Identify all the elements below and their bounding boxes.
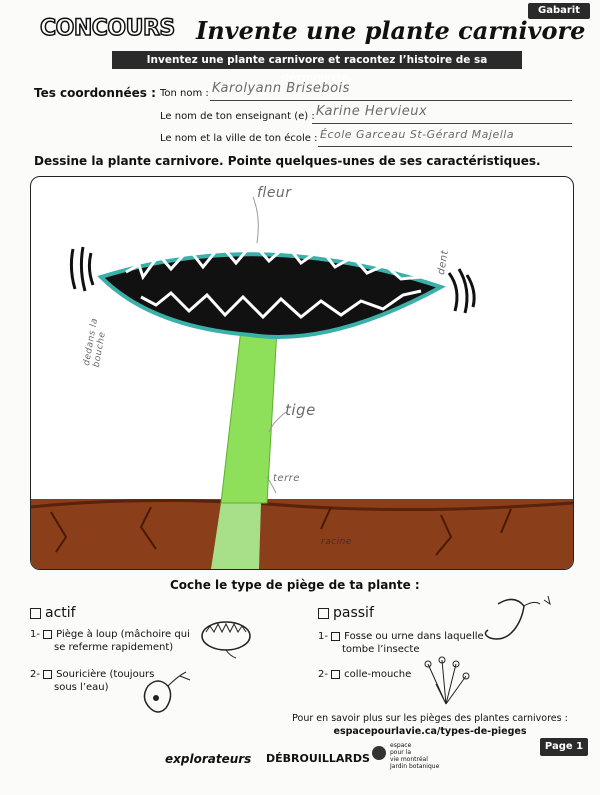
actif-item-1[interactable]: 1- Piège à loup (mâchoire qui se referme rapidement) bbox=[30, 629, 190, 653]
contest-subtitle-title: Invente une plante carnivore bbox=[196, 16, 586, 45]
school-line bbox=[318, 146, 572, 147]
actif-label: actif bbox=[45, 605, 76, 621]
actif-item-2-checkbox[interactable] bbox=[43, 670, 52, 679]
passif-item-2-checkbox[interactable] bbox=[331, 670, 340, 679]
draw-heading: Dessine la plante carnivore. Pointe quelques-unes de ses caractéristiques. bbox=[34, 154, 541, 168]
espace-pour-la-vie-logo: espace pour la vie montréal Jardin botanique bbox=[390, 742, 440, 770]
school-label: Le nom et la ville de ton école : bbox=[160, 133, 318, 144]
teacher-label: Le nom de ton enseignant (e) : bbox=[160, 111, 315, 122]
trap-type-heading: Coche le type de piège de ta plante : bbox=[170, 578, 420, 592]
stem bbox=[221, 329, 277, 503]
sundew-icon bbox=[416, 654, 480, 710]
plant-drawing bbox=[31, 177, 573, 569]
actif-checkbox[interactable] bbox=[30, 608, 41, 619]
bladderwort-icon bbox=[130, 668, 200, 730]
passif-item-1-checkbox[interactable] bbox=[331, 632, 340, 641]
pitcher-plant-icon bbox=[478, 590, 568, 652]
motion-lines-right bbox=[449, 269, 474, 313]
label-dent: dent bbox=[435, 249, 451, 276]
soil bbox=[31, 499, 573, 569]
actif-option[interactable] bbox=[30, 605, 76, 621]
info-text bbox=[290, 712, 570, 738]
label-racine: racine bbox=[321, 537, 352, 547]
passif-option[interactable] bbox=[318, 605, 374, 621]
coords-heading: Tes coordonnées : bbox=[34, 86, 156, 100]
contest-title: CONCOURS bbox=[40, 16, 175, 41]
actif-item-2[interactable]: 2- Souricière (toujours sous l’eau) bbox=[30, 669, 155, 693]
actif-item-1-checkbox[interactable] bbox=[43, 630, 52, 639]
label-dedans: dedans la bouche bbox=[81, 317, 108, 369]
passif-item-1[interactable]: 1- Fosse ou urne dans laquelle tombe l’insecte bbox=[318, 631, 484, 655]
motion-lines-left bbox=[71, 247, 93, 291]
page-number: Page 1 bbox=[540, 738, 588, 756]
name-line bbox=[210, 100, 572, 101]
label-fleur: fleur bbox=[257, 185, 292, 201]
debrouillards-logo: DÉBROUILLARDS bbox=[266, 752, 370, 765]
pointer-fleur bbox=[253, 197, 258, 243]
passif-item-2[interactable]: 2- colle-mouche bbox=[318, 669, 412, 680]
explorateurs-logo: explorateurs bbox=[165, 752, 252, 766]
info-line-1: Pour en savoir plus sur les pièges des plantes carnivores : bbox=[292, 713, 568, 724]
info-link[interactable]: espacepourlavie.ca/types-de-pieges bbox=[333, 726, 527, 737]
espace-pour-la-vie-icon bbox=[372, 746, 386, 760]
subtitle-bar: Inventez une plante carnivore et racontez l’histoire de sa découverte. bbox=[112, 51, 522, 69]
template-tag: Gabarit bbox=[528, 3, 590, 19]
venus-flytrap-icon bbox=[196, 612, 256, 660]
label-tige: tige bbox=[285, 401, 316, 419]
name-value[interactable]: Karolyann Brisebois bbox=[212, 81, 350, 96]
passif-checkbox[interactable] bbox=[318, 608, 329, 619]
name-label: Ton nom : bbox=[160, 88, 209, 99]
label-terre: terre bbox=[273, 473, 300, 484]
teacher-value[interactable]: Karine Hervieux bbox=[316, 104, 428, 119]
teacher-line bbox=[312, 123, 572, 124]
passif-label: passif bbox=[333, 605, 374, 621]
school-value[interactable]: École Garceau St-Gérard Majella bbox=[320, 128, 515, 141]
drawing-area[interactable] bbox=[30, 176, 574, 570]
